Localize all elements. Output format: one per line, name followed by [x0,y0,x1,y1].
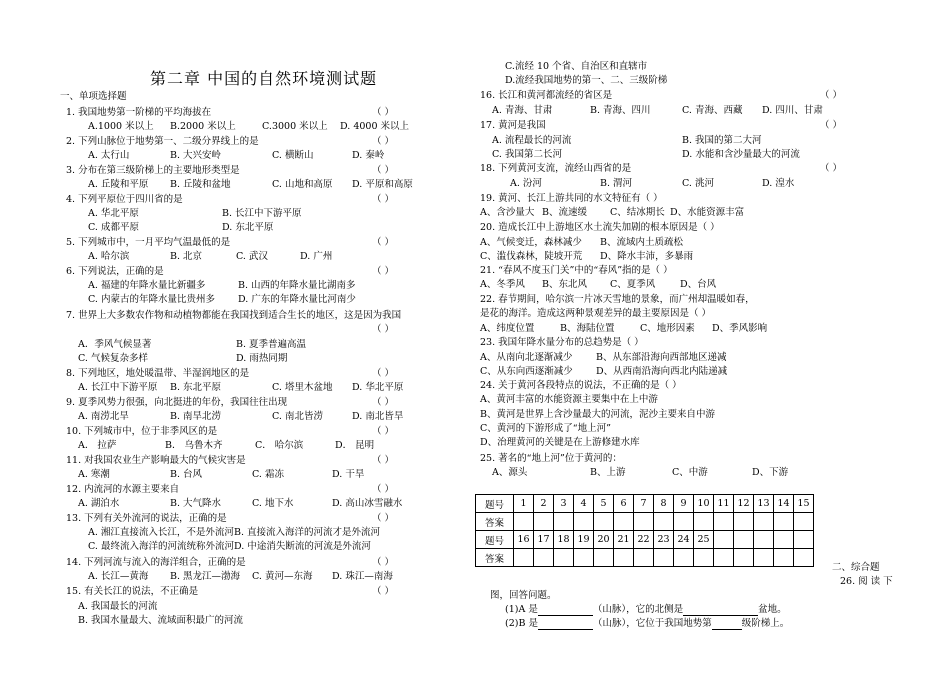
question-number-cell: 25 [694,531,714,549]
option-text: B. 南旱北涝 [170,411,222,422]
option-text: A. 丘陵和平原 [88,179,149,190]
option-text: D. 高山冰雪融水 [332,498,403,509]
question-number-cell [794,531,814,549]
q26-stem-b: 图，回答问题。 [490,590,557,601]
option-text: D、台风 [680,279,717,290]
option-text: B. 黑龙江—渤海 [170,571,241,582]
option-text: D、季风影响 [712,323,768,334]
option-text: D. 中途消失断流的河流是外流河 [234,541,371,552]
question-number-cell: 14 [774,495,794,513]
option-text: C. 塔里木盆地 [272,382,333,393]
page-title: 第二章 中国的自然环境测试题 [150,69,378,88]
option-text: C. 气候复杂多样 [78,353,148,364]
question-stem: 15. 有关长江的说法，不正确是 [66,586,199,597]
question-number-cell: 17 [534,531,554,549]
answer-cell[interactable] [794,549,814,567]
answer-cell[interactable] [674,513,694,531]
answer-cell[interactable] [654,513,674,531]
question-number-cell: 4 [574,495,594,513]
option-text: B. 山西的年降水量比湖南多 [238,280,356,291]
option-text: A. 太行山 [88,150,130,161]
option-text: B. 渭河 [600,178,633,189]
option-text: C. 武汉 [236,251,268,262]
answer-cell[interactable] [574,549,594,567]
option-text: A、含沙量大 [480,207,535,218]
answer-paren: （ ） [372,484,395,495]
question-number-cell [774,531,794,549]
option-text: B. 青海、四川 [590,105,651,116]
option-text: B. 东北平原 [170,382,222,393]
option-text: A. 湖泊水 [78,498,120,509]
option-text: A. 华北平原 [88,208,139,219]
question-number-cell: 23 [654,531,674,549]
question-number-cell: 16 [514,531,534,549]
answer-cell[interactable] [794,513,814,531]
option-text: C.3000 米以上 [262,121,328,132]
answer-cell[interactable] [774,513,794,531]
q26-stem-a: 26. 阅 读 下 [840,576,893,587]
option-text: A、黄河丰富的水能资源主要集中在上中游 [480,394,658,405]
answer-paren: （ ） [372,107,395,118]
option-text: D. 平原和高原 [352,179,413,190]
answer-cell[interactable] [574,513,594,531]
option-text: B、上游 [590,467,626,478]
answer-paren: （ ） [372,194,395,205]
option-text: D. 雨热同期 [236,353,288,364]
question-stem: D.流经我国地势的第一、二、三级阶梯 [505,75,668,86]
question-stem: 8. 下列地区，地处暖温带、半湿润地区的是 [66,368,250,379]
option-text: C. 霜冻 [252,469,284,480]
answer-paren: （ ） [372,266,395,277]
option-text: B、东北风 [542,279,587,290]
option-text: B. 北京 [170,251,203,262]
question-stem: 10. 下列城市中，位于非季风区的是 [66,426,218,437]
answer-cell[interactable] [754,549,774,567]
option-text: D、从西南沿海向西北内陆递减 [596,366,728,377]
question-number-cell: 18 [554,531,574,549]
option-text: A. 哈尔滨 [88,251,130,262]
question-number-cell: 9 [674,495,694,513]
option-text: A. 流程最长的河流 [492,135,572,146]
option-text: B、黄河是世界上含沙量最大的河流，泥沙主要来自中游 [480,409,715,420]
answer-cell[interactable] [534,549,554,567]
answer-paren: （ ） [372,455,395,466]
option-text: D. 南北皆旱 [352,411,404,422]
question-stem: C.流经 10 个省、自治区和直辖市 [505,61,648,72]
option-text: C． 哈尔滨 [255,440,304,451]
question-stem: 18. 下列黄河支流，流经山西省的是 [480,163,632,174]
option-text: C. 我国第二长河 [492,149,562,160]
option-text: C. 洮河 [682,178,714,189]
question-stem: 22. 春节期间，哈尔滨一片冰天雪地的景象，而广州却温暖如春， [480,294,755,305]
option-text: B、流域内土质疏松 [600,237,683,248]
option-text: D、降水丰沛，多暴雨 [600,251,694,262]
answer-paren: （ ） [372,426,395,437]
answer-paren: （ ） [372,237,395,248]
question-number-cell [754,531,774,549]
option-text: D． 昆明 [335,440,375,451]
option-text: B. 我国的第二大河 [682,135,762,146]
option-text: B. 夏季普遍高温 [236,339,307,350]
option-text: C. 南北皆涝 [272,411,323,422]
question-number-cell [734,531,754,549]
option-text: A、纬度位置 [480,323,535,334]
option-text: B. 大兴安岭 [170,150,222,161]
answer-cell[interactable] [774,549,794,567]
option-text: D. 干旱 [332,469,365,480]
question-stem: 2. 下列山脉位于地势第一、二级分界线上的是 [66,136,259,147]
option-text: C、中游 [672,467,708,478]
blank-line[interactable] [538,619,593,630]
question-number-cell: 3 [554,495,574,513]
answer-table-label: 题号 [476,495,514,513]
option-text: A. 长江—黄海 [88,571,149,582]
answer-cell[interactable] [614,549,634,567]
question-stem: 19. 黄河、长江上游共同的水文特征有（ ） [480,193,663,204]
option-text: C. 成都平原 [88,222,139,233]
answer-cell[interactable] [674,549,694,567]
question-number-cell: 10 [694,495,714,513]
option-text: B. 长江中下游平原 [222,208,302,219]
blank-line[interactable] [712,619,742,630]
option-text: B. 台风 [170,469,203,480]
option-text: C、结冰期长 [610,207,665,218]
answer-paren: （ ） [372,165,395,176]
answer-paren: （ ） [372,513,395,524]
answer-cell[interactable] [634,549,654,567]
question-stem: 21. “春风不度玉门关”中的“春风”指的是（ ） [480,265,673,276]
option-text: D. 水能和含沙量最大的河流 [682,149,800,160]
option-text: A、源头 [492,467,528,478]
question-stem: 3. 分布在第三级阶梯上的主要地形类型是 [66,165,240,176]
option-text: C、地形因素 [640,323,695,334]
answer-cell[interactable] [714,549,734,567]
question-stem: 7. 世界上大多数农作物和动植物都能在我国找到适合生长的地区，这是因为我国 [66,310,402,321]
question-stem: 25. 著名的“地上河”位于黄河的： [480,453,622,464]
q26-part1: (1)A 是 （山脉），它的北侧是 盆地。 [505,604,787,615]
option-text: C. 青海、西藏 [682,105,743,116]
answer-cell[interactable] [694,549,714,567]
option-text: B. 丘陵和盆地 [170,179,231,190]
question-stem: 4. 下列平原位于四川省的是 [66,194,183,205]
question-number-cell: 1 [514,495,534,513]
option-text: C、从东向西逐渐减少 [480,366,573,377]
question-stem: 是花的海洋。造成这两种景观差异的最主要原因是（ ） [480,308,712,319]
answer-cell[interactable] [694,513,714,531]
question-number-cell: 21 [614,531,634,549]
question-number-cell: 6 [614,495,634,513]
option-text: B、流速缓 [542,207,587,218]
option-text: D. 珠江—南海 [332,571,393,582]
option-text: C. 山地和高原 [272,179,333,190]
question-number-cell: 24 [674,531,694,549]
option-text: D. 华北平原 [352,382,404,393]
option-text: C、夏季风 [610,279,656,290]
answer-paren: （ ） [372,368,395,379]
option-text: A. 南涝北旱 [78,411,129,422]
question-stem: 23. 我国年降水量分布的总趋势是（ ） [480,337,644,348]
question-number-cell: 22 [634,531,654,549]
option-text: A. 长江中下游平原 [78,382,158,393]
answer-cell[interactable] [734,513,754,531]
answer-cell[interactable] [614,513,634,531]
answer-table-label: 答案 [476,513,514,531]
answer-cell[interactable] [594,549,614,567]
option-text: C、黄河的下游形成了“地上河” [480,423,611,434]
option-text: C. 地下水 [252,498,294,509]
question-stem: 20. 造成长江中上游地区水土流失加剧的根本原因是（ ） [480,222,720,233]
option-text: B. 大气降水 [170,498,222,509]
question-number-cell: 15 [794,495,814,513]
option-text: A、从南向北逐渐减少 [480,352,573,363]
answer-cell[interactable] [754,513,774,531]
question-number-cell: 5 [594,495,614,513]
question-stem: 16. 长江和黄河都流经的省区是 [480,90,613,101]
option-text: A. 汾河 [510,178,542,189]
answer-cell[interactable] [554,549,574,567]
option-text: C. 内蒙古的年降水量比贵州多 [88,294,215,305]
option-text: D. 秦岭 [352,150,385,161]
answer-paren: （ ） [372,136,395,147]
answer-cell[interactable] [654,549,674,567]
question-stem: 9. 夏季风势力很强，向北挺进的年份，我国往往出现 [66,397,288,408]
option-text: C. 横断山 [272,150,314,161]
question-stem: 6. 下列说法，正确的是 [66,266,164,277]
question-stem: 1. 我国地势第一阶梯的平均海拔在 [66,107,212,118]
question-number-cell: 11 [714,495,734,513]
answer-cell[interactable] [734,549,754,567]
question-number-cell [714,531,734,549]
option-text: D. 4000 米以上 [340,121,410,132]
answer-cell[interactable] [514,549,534,567]
option-text: C、滥伐森林，陡坡开荒 [480,251,583,262]
option-text: D. 广州 [300,251,333,262]
option-text: C. 黄河—东海 [252,571,313,582]
option-text: C. 最终流入海洋的河流统称外流河 [88,541,234,552]
answer-paren: （ ） [820,90,843,101]
option-text: D、水能资源丰富 [670,207,745,218]
blank-line[interactable] [538,605,593,616]
answer-cell[interactable] [554,513,574,531]
answer-paren: （ ） [372,397,395,408]
question-stem: 13. 下列有关外流河的说法，正确的是 [66,513,227,524]
answer-table-label: 答案 [476,549,514,567]
answer-paren: （ ） [820,120,843,131]
option-text: D. 湟水 [762,178,795,189]
option-text: D、下游 [752,467,789,478]
option-text: B. 直接流入海洋的河流才是外流河 [234,527,381,538]
option-text: A. 我国最长的河流 [78,601,158,612]
question-stem: 14. 下列河流与流入的海洋组合，正确的是 [66,557,246,568]
question-number-cell: 20 [594,531,614,549]
answer-table-label: 题号 [476,531,514,549]
question-stem: 5. 下列城市中，一月平均气温最低的是 [66,237,231,248]
q26-part2: (2)B 是 （山脉），它位于我国地势第 级阶梯上。 [505,618,790,629]
question-number-cell: 2 [534,495,554,513]
answer-table [475,494,814,567]
answer-cell[interactable] [634,513,654,531]
section-heading-comprehensive: 二、综合题 [832,562,880,573]
option-text: A. 寒潮 [78,469,110,480]
question-stem: 17. 黄河是我国 [480,120,546,131]
blank-line[interactable] [683,605,758,616]
option-text: B、海陆位置 [560,323,615,334]
option-text: D. 四川、甘肃 [762,105,823,116]
answer-paren: （ ） [820,163,843,174]
option-text: A．季风气候显著 [78,339,152,350]
answer-cell[interactable] [714,513,734,531]
option-text: A． 拉萨 [78,440,117,451]
option-text: A、气候变迁，森林减少 [480,237,582,248]
question-number-cell: 19 [574,531,594,549]
option-text: A. 青海、甘肃 [492,105,553,116]
question-number-cell: 12 [734,495,754,513]
answer-cell[interactable] [514,513,534,531]
question-stem: 11. 对我国农业生产影响最大的气候灾害是 [66,455,246,466]
option-text: D、治理黄河的关键是在上游修建水库 [480,437,640,448]
question-number-cell: 7 [634,495,654,513]
option-text: A. 福建的年降水量比新疆多 [88,280,206,291]
answer-paren: （ ） [372,324,395,335]
answer-cell[interactable] [534,513,554,531]
option-text: B. 我国水量最大、流域面积最广的河流 [78,615,244,626]
option-text: A.1000 米以上 [88,121,154,132]
option-text: B． 乌鲁木齐 [165,440,223,451]
answer-cell[interactable] [594,513,614,531]
question-number-cell: 8 [654,495,674,513]
option-text: B、从东部沿海向西部地区递减 [596,352,727,363]
question-stem: 24. 关于黄河各段特点的说法，不正确的是（ ） [480,380,682,391]
question-stem: 12. 内流河的水源主要来自 [66,484,180,495]
section-heading-choice: 一、单项选择题 [60,91,127,102]
option-text: D. 广东的年降水量比河南少 [238,294,356,305]
question-number-cell: 13 [754,495,774,513]
option-text: B.2000 米以上 [170,121,236,132]
answer-paren: （ ） [372,557,395,568]
answer-paren: （ ） [372,586,395,597]
option-text: D. 东北平原 [222,222,274,233]
option-text: A、冬季风 [480,279,525,290]
option-text: A. 湘江直接流入长江，不是外流河 [88,527,234,538]
